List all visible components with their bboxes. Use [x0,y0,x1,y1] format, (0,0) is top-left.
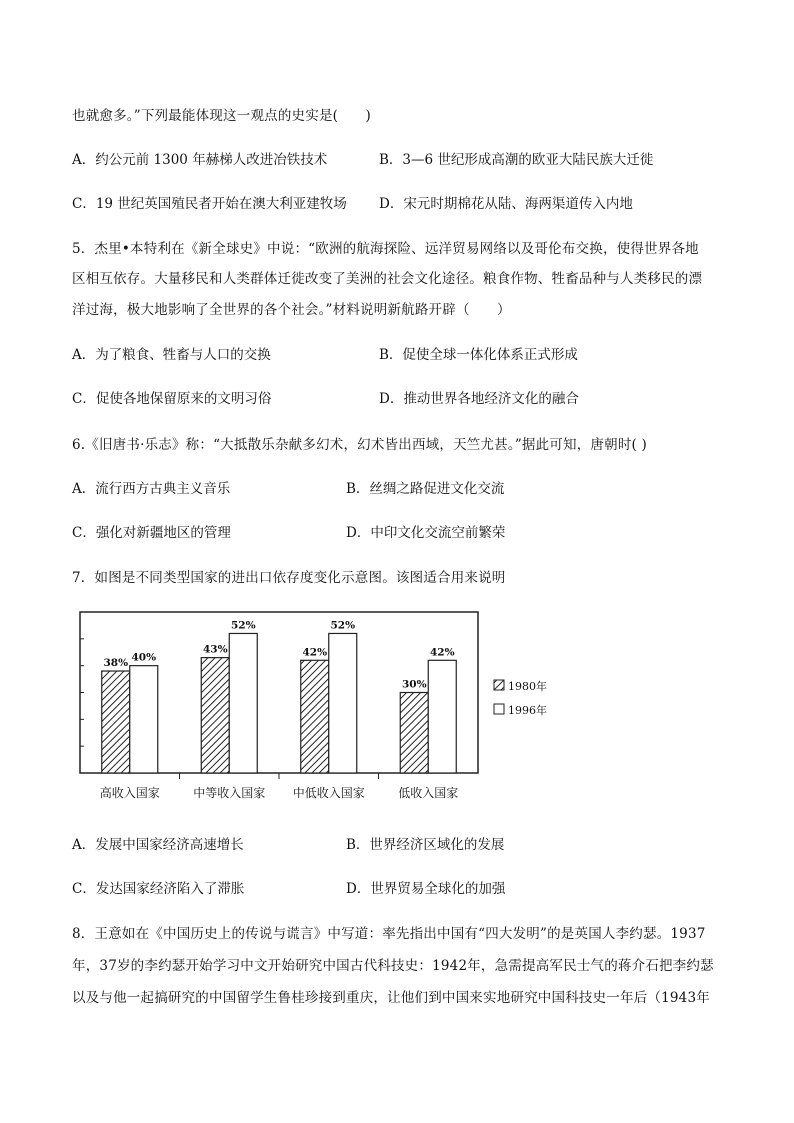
legend-swatch [494,704,504,714]
q6-option-b[interactable]: B．丝绸之路促进文化交流 [346,481,505,497]
bar-series1 [201,658,229,773]
bar-data-label: 52% [230,619,256,632]
q7-option-b[interactable]: B．世界经济区域化的发展 [346,837,505,853]
x-category-label: 低收入国家 [398,786,459,800]
q7-option-c[interactable]: C．发达国家经济陷入了滞胀 [72,881,245,897]
bar-series1 [102,671,130,773]
x-category-label: 中等收入国家 [193,786,266,800]
q6-option-d[interactable]: D．中印文化交流空前繁荣 [346,525,506,541]
bar-series1 [400,693,428,774]
dependency-bar-chart [60,600,560,810]
q5-stem-line-3: 洋过海，极大地影响了全世界的各个社会。”材料说明新航路开辟（ ） [72,302,511,318]
q5-option-d[interactable]: D．推动世界各地经济文化的融合 [379,391,579,407]
q6-stem: 6.《旧唐书·乐志》称：“大抵散乐杂献多幻术，幻术皆出西域，天竺尤甚。”据此可知，唐朝时( ) [72,437,647,453]
legend-label: 1980年 [508,680,547,693]
q4-option-a[interactable]: A．约公元前 1300 年赫梯人改进冶铁技术 [72,152,328,168]
q5-stem-line-1: 5．杰里•本特利在《新全球史》中说：“欧洲的航海探险、远洋贸易网络以及哥伦布交换，使得世界各地 [72,241,699,257]
q7-stem: 7．如图是不同类型国家的进出口依存度变化示意图。该图适合用来说明 [72,570,506,586]
bar-series2 [229,633,257,773]
q5-option-b[interactable]: B．促使全球一体化体系正式形成 [379,347,578,363]
legend-label: 1996年 [508,704,547,717]
bar-data-label: 42% [302,646,328,659]
x-category-label: 高收入国家 [99,786,160,800]
q7-option-a[interactable]: A．发展中国家经济高速增长 [72,837,244,853]
q5-option-a[interactable]: A．为了粮食、牲畜与人口的交换 [72,347,271,363]
legend-swatch [494,680,504,690]
bar-data-label: 42% [429,646,455,659]
x-category-label: 中低收入国家 [292,786,365,800]
q6-option-a[interactable]: A．流行西方古典主义音乐 [72,481,231,497]
bar-data-label: 43% [202,643,228,656]
q7-option-d[interactable]: D．世界贸易全球化的加强 [346,881,506,897]
bar-series2 [130,666,158,773]
q5-stem-line-2: 区相互依存。大量移民和人类群体迁徙改变了美洲的社会文化途径。粮食作物、牲畜品种与人类移民的漂 [72,271,703,287]
q8-stem-line-3: 以及与他一起搞研究的中国留学生鲁桂珍接到重庆，让他们到中国来实地研究中国科技史一年后（1943年 [72,990,710,1006]
q4-option-d[interactable]: D．宋元时期棉花从陆、海两渠道传入内地 [379,196,633,212]
bar-data-label: 30% [401,678,427,691]
bar-series1 [301,660,329,773]
q4-option-c[interactable]: C．19 世纪英国殖民者开始在澳大利亚建牧场 [72,196,347,212]
q6-option-c[interactable]: C．强化对新疆地区的管理 [72,525,231,541]
q8-stem-line-2: 年，37岁的李约瑟开始学习中文开始研究中国古代科技史：1942年，急需提高军民士气的蒋介石把李约瑟 [72,958,714,974]
q8-stem-line-1: 8．王意如在《中国历史上的传说与谎言》中写道：率先指出中国有“四大发明”的是英国人李约瑟。1937 [72,926,706,942]
q4-option-b[interactable]: B．3—6 世纪形成高潮的欧亚大陆民族大迁徙 [379,152,654,168]
bar-series2 [329,633,357,773]
q5-option-c[interactable]: C．促使各地保留原来的文明习俗 [72,391,272,407]
q4-stem-continuation: 也就愈多。”下列最能体现这一观点的史实是( ) [72,108,371,124]
bar-series2 [428,660,456,773]
bar-data-label: 38% [103,657,129,670]
bar-data-label: 40% [131,651,157,664]
bar-data-label: 52% [330,619,356,632]
